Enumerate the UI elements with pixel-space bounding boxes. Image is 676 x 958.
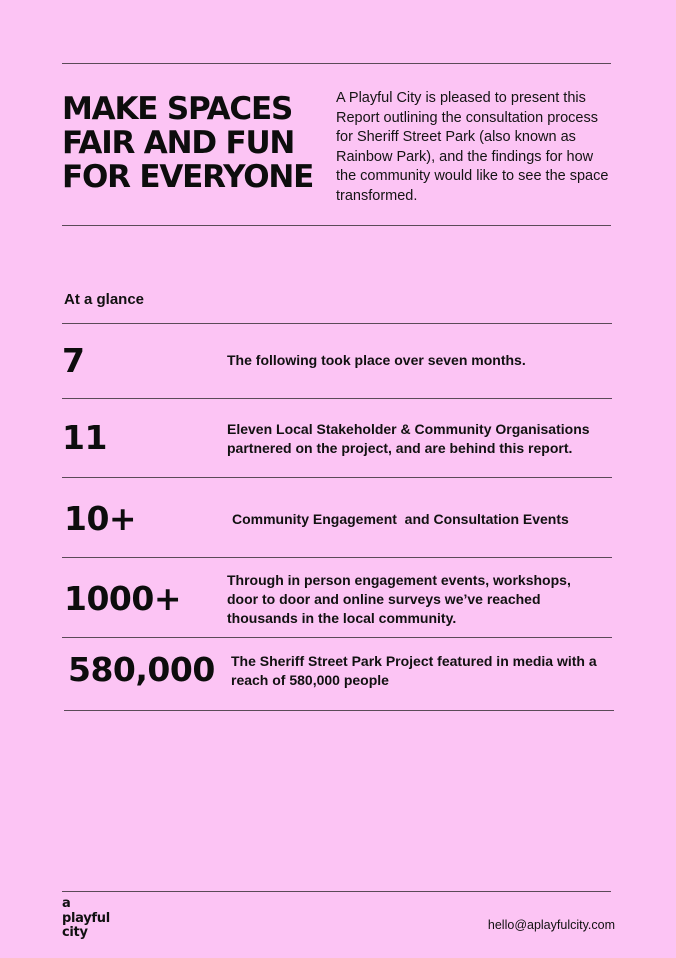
headline-line: FOR EVERYONE	[62, 159, 314, 195]
logo-line: playful	[62, 910, 110, 926]
stat-number: 10+	[64, 499, 137, 538]
section-title: At a glance	[64, 291, 145, 308]
stat-number: 1000+	[64, 579, 181, 618]
header-divider	[62, 225, 611, 226]
playful-city-logo	[62, 897, 110, 941]
headline	[62, 92, 332, 194]
logo-line: city	[62, 925, 88, 940]
stats-divider	[62, 637, 612, 638]
stat-description: The Sheriff Street Park Project featured in media with a reach of 580,000 people	[231, 653, 597, 688]
top-divider	[62, 63, 611, 64]
stats-divider	[62, 557, 612, 558]
contact-email[interactable]: hello@aplayfulcity.com	[487, 918, 615, 932]
headline-line: MAKE SPACES	[62, 91, 293, 127]
stat-description: Through in person engagement events, workshops, door to door and online surveys we’ve reached thousands in the local community.	[227, 572, 571, 626]
stat-number: 7	[62, 341, 85, 380]
stats-divider	[62, 477, 612, 478]
intro-paragraph: A Playful City is pleased to present this Report outlining the consultation process for Sheriff Street Park (also known as Rainbow Park), and the findings for how the community would like to see the space transformed.	[336, 90, 609, 204]
stats-divider	[62, 323, 612, 324]
logo-line: a	[62, 896, 71, 911]
stats-divider	[62, 398, 612, 399]
footer-divider	[62, 891, 611, 892]
stat-description: The following took place over seven months.	[227, 352, 526, 368]
stat-number: 11	[62, 418, 107, 457]
stat-description: Eleven Local Stakeholder & Community Organisations partnered on the project, and are behind this report.	[227, 421, 590, 456]
stat-description: Community Engagement and Consultation Events	[232, 511, 569, 527]
stats-divider	[64, 710, 614, 711]
stat-number: 580,000	[68, 650, 215, 689]
headline-line: FAIR AND FUN	[62, 125, 295, 161]
